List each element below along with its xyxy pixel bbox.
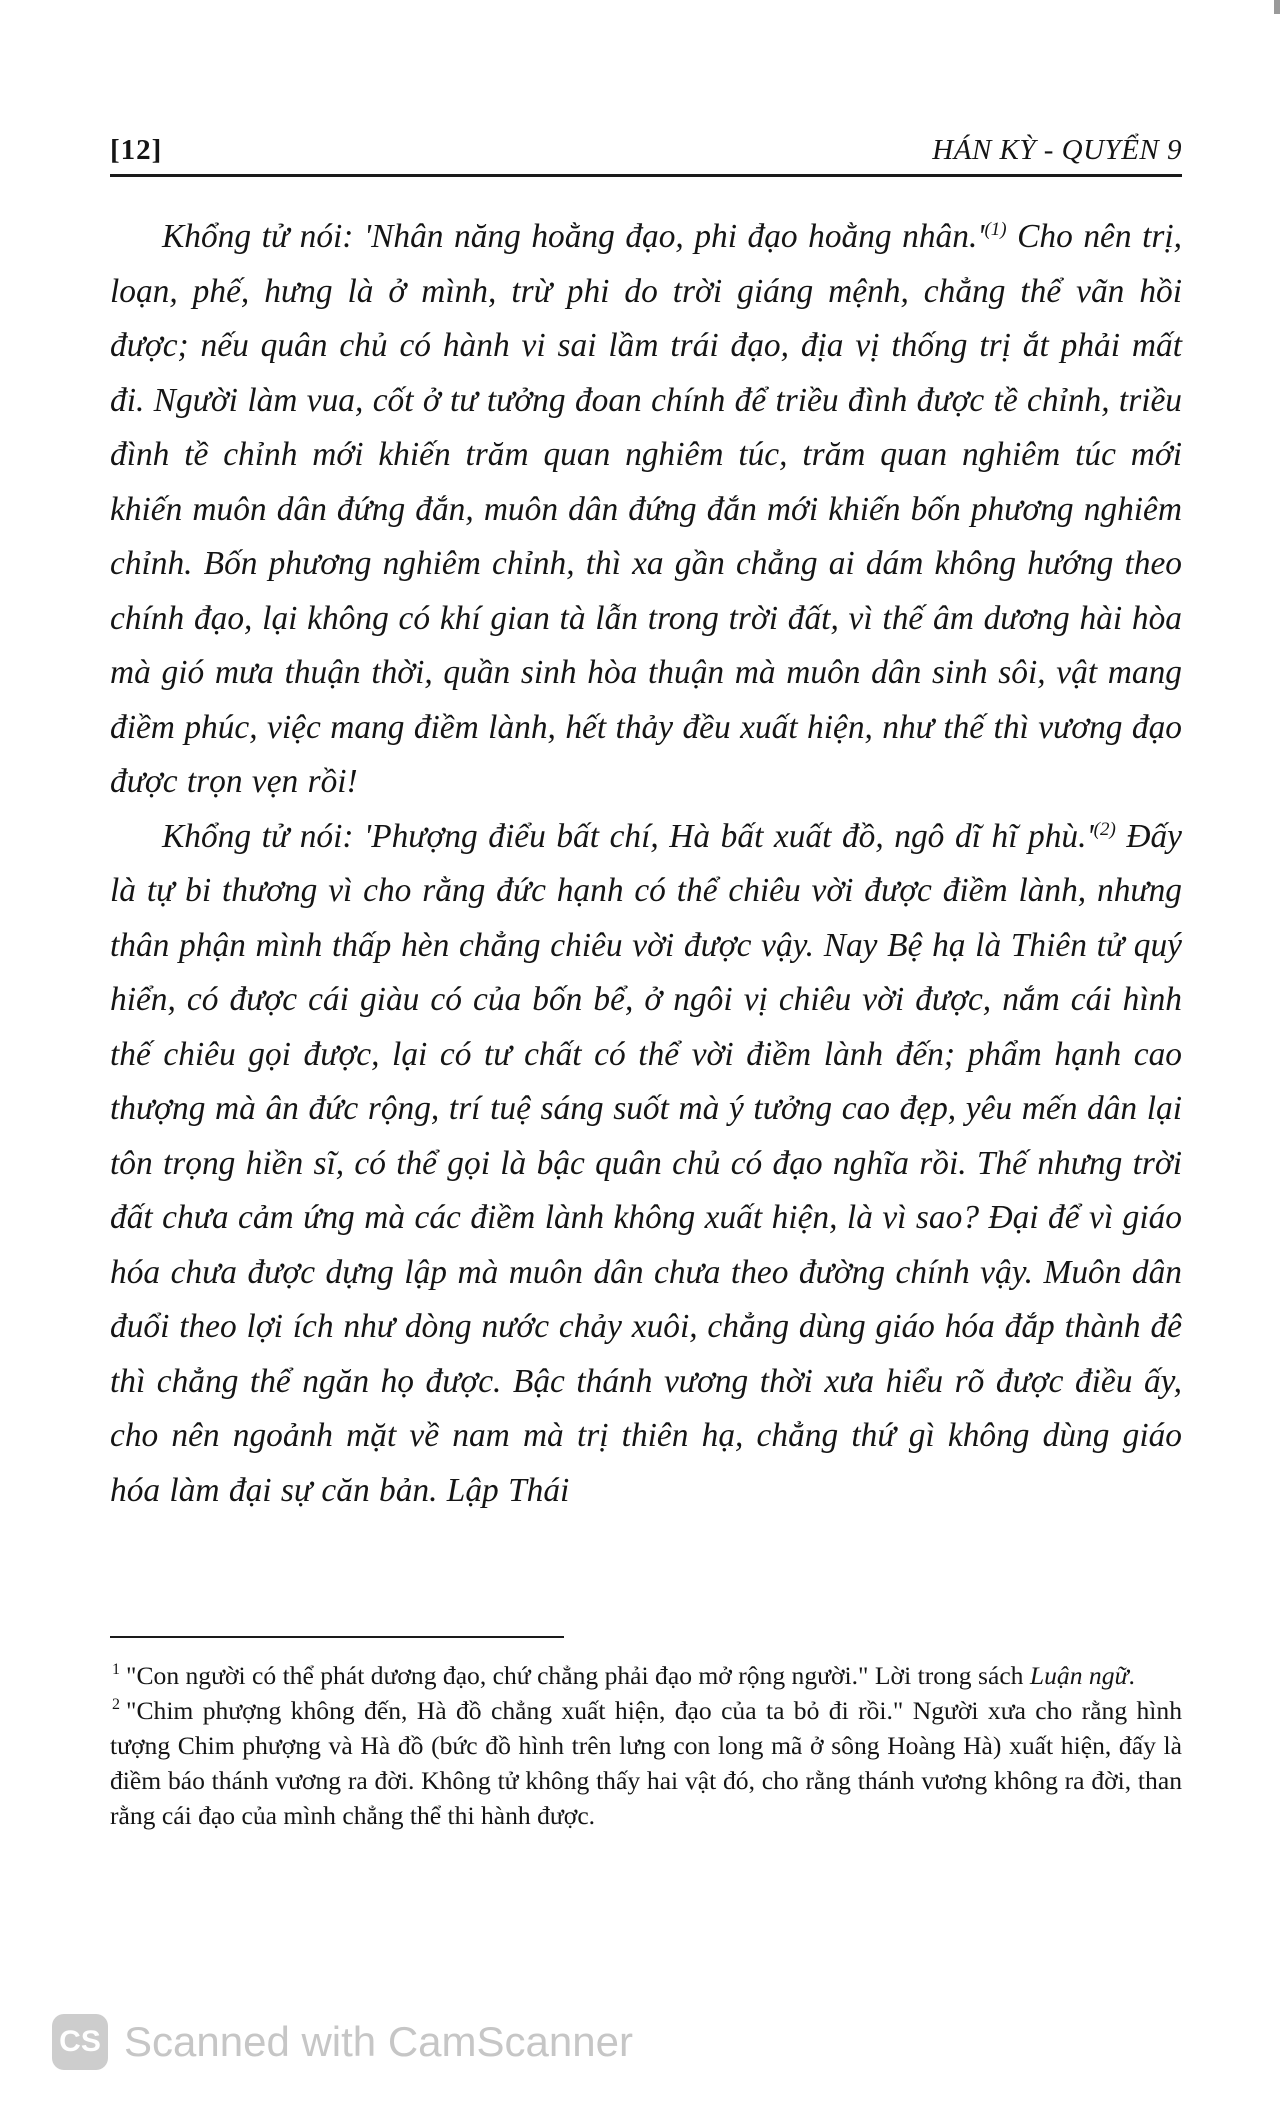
running-header <box>110 128 1182 177</box>
footnotes <box>110 1658 1182 1833</box>
footnote-ref-2: (2) <box>1093 818 1116 840</box>
footnote-2-text: "Chim phượng không đến, Hà đồ chẳng xuất hiện, đạo của ta bỏ đi rồi." Người xưa cho rằng hình tượng Chim phượng và Hà đồ (bức đồ hình trên lưng con long mã ở sông Hoàng Hà) xuất hiện, đấy là điềm báo thánh vương ra đời. Không tử không thấy hai vật đó, cho rằng thánh vương không ra đời, than rằng cái đạo của mình chẳng thể thi hành được. <box>110 1696 1182 1830</box>
footnote-divider <box>110 1636 564 1638</box>
paragraph-2 <box>110 810 1182 1519</box>
footnote-2-mark: 2 <box>112 1696 120 1714</box>
paragraph-2-text: Đấy là tự bi thương vì cho rằng đức hạnh có thể chiêu vời được điềm lành, nhưng thân phận mình thấp hèn chẳng chiêu vời được vậy. Nay Bệ hạ là Thiên tử quý hiển, có được cái giàu có của bốn bể, ở ngôi vị chiêu vời được, nắm cái hình thế chiêu gọi được, lại có tư chất có thể vời điềm lành đến; phẩm hạnh cao thượng mà ân đức rộng, trí tuệ sáng suốt mà ý tưởng cao đẹp, yêu mến dân lại tôn trọng hiền sĩ, có thể gọi là bậc quân chủ có đạo nghĩa rồi. Thế nhưng trời đất chưa cảm ứng mà các điềm lành không xuất hiện, là vì sao? Đại để vì giáo hóa chưa được dựng lập mà muôn dân chưa theo đường chính vậy. Muôn dân đuổi theo lợi ích như dòng nước chảy xuôi, chẳng dùng giáo hóa đắp thành đê thì chẳng thể ngăn họ được. Bậc thánh vương thời xưa hiểu rõ được điều ấy, cho nên ngoảnh mặt về nam mà trị thiên hạ, chẳng thứ gì không dùng giáo hóa làm đại sự căn bản. Lập Thái <box>110 817 1182 1509</box>
page-edge-mark <box>1274 0 1280 14</box>
footnote-2 <box>110 1693 1182 1833</box>
book-title: HÁN KỲ - QUYỂN 9 <box>932 134 1182 166</box>
watermark-text: Scanned with CamScanner <box>124 2018 633 2065</box>
paragraph-1-quote: Khổng tử nói: 'Nhân năng hoằng đạo, phi đạo hoằng nhân.' <box>162 218 985 255</box>
camscanner-watermark <box>52 2012 633 2072</box>
page-number: [12] <box>110 134 163 166</box>
footnote-1-mark: 1 <box>112 1661 120 1679</box>
paragraph-2-quote: Khổng tử nói: 'Phượng điểu bất chí, Hà bất xuất đồ, ngô dĩ hĩ phù.' <box>162 817 1094 855</box>
body-text <box>110 210 1182 1518</box>
camscanner-logo-icon: CS <box>52 2014 108 2070</box>
footnote-1-end: . <box>1128 1661 1135 1690</box>
paragraph-1-text: Cho nên trị, loạn, phế, hưng là ở mình, trừ phi do trời giáng mệnh, chẳng thể vãn hồi được; nếu quân chủ có hành vi sai lầm trái đạo, địa vị thống trị ắt phải mất đi. Người làm vua, cốt ở tư tưởng đoan chính để triều đình được tề chỉnh, triều đình tề chỉnh mới khiến trăm quan nghiêm túc, trăm quan nghiêm túc mới khiến muôn dân đứng đắn, muôn dân đứng đắn mới khiến bốn phương nghiêm chỉnh. Bốn phương nghiêm chỉnh, thì xa gần chẳng ai dám không hướng theo chính đạo, lại không có khí gian tà lẫn trong trời đất, vì thế âm dương hài hòa mà gió mưa thuận thời, quần sinh hòa thuận mà muôn dân sinh sôi, vật mang điềm phúc, việc mang điềm lành, hết thảy đều xuất hiện, như thế thì vương đạo được trọn vẹn rồi! <box>110 218 1183 800</box>
footnote-ref-1: (1) <box>984 218 1007 240</box>
footnote-1-source: Luận ngữ <box>1029 1661 1129 1690</box>
footnote-1 <box>110 1658 1182 1693</box>
footnote-1-text: "Con người có thể phát dương đạo, chứ chẳng phải đạo mở rộng người." Lời trong sách <box>126 1661 1030 1690</box>
paragraph-1 <box>110 210 1182 810</box>
